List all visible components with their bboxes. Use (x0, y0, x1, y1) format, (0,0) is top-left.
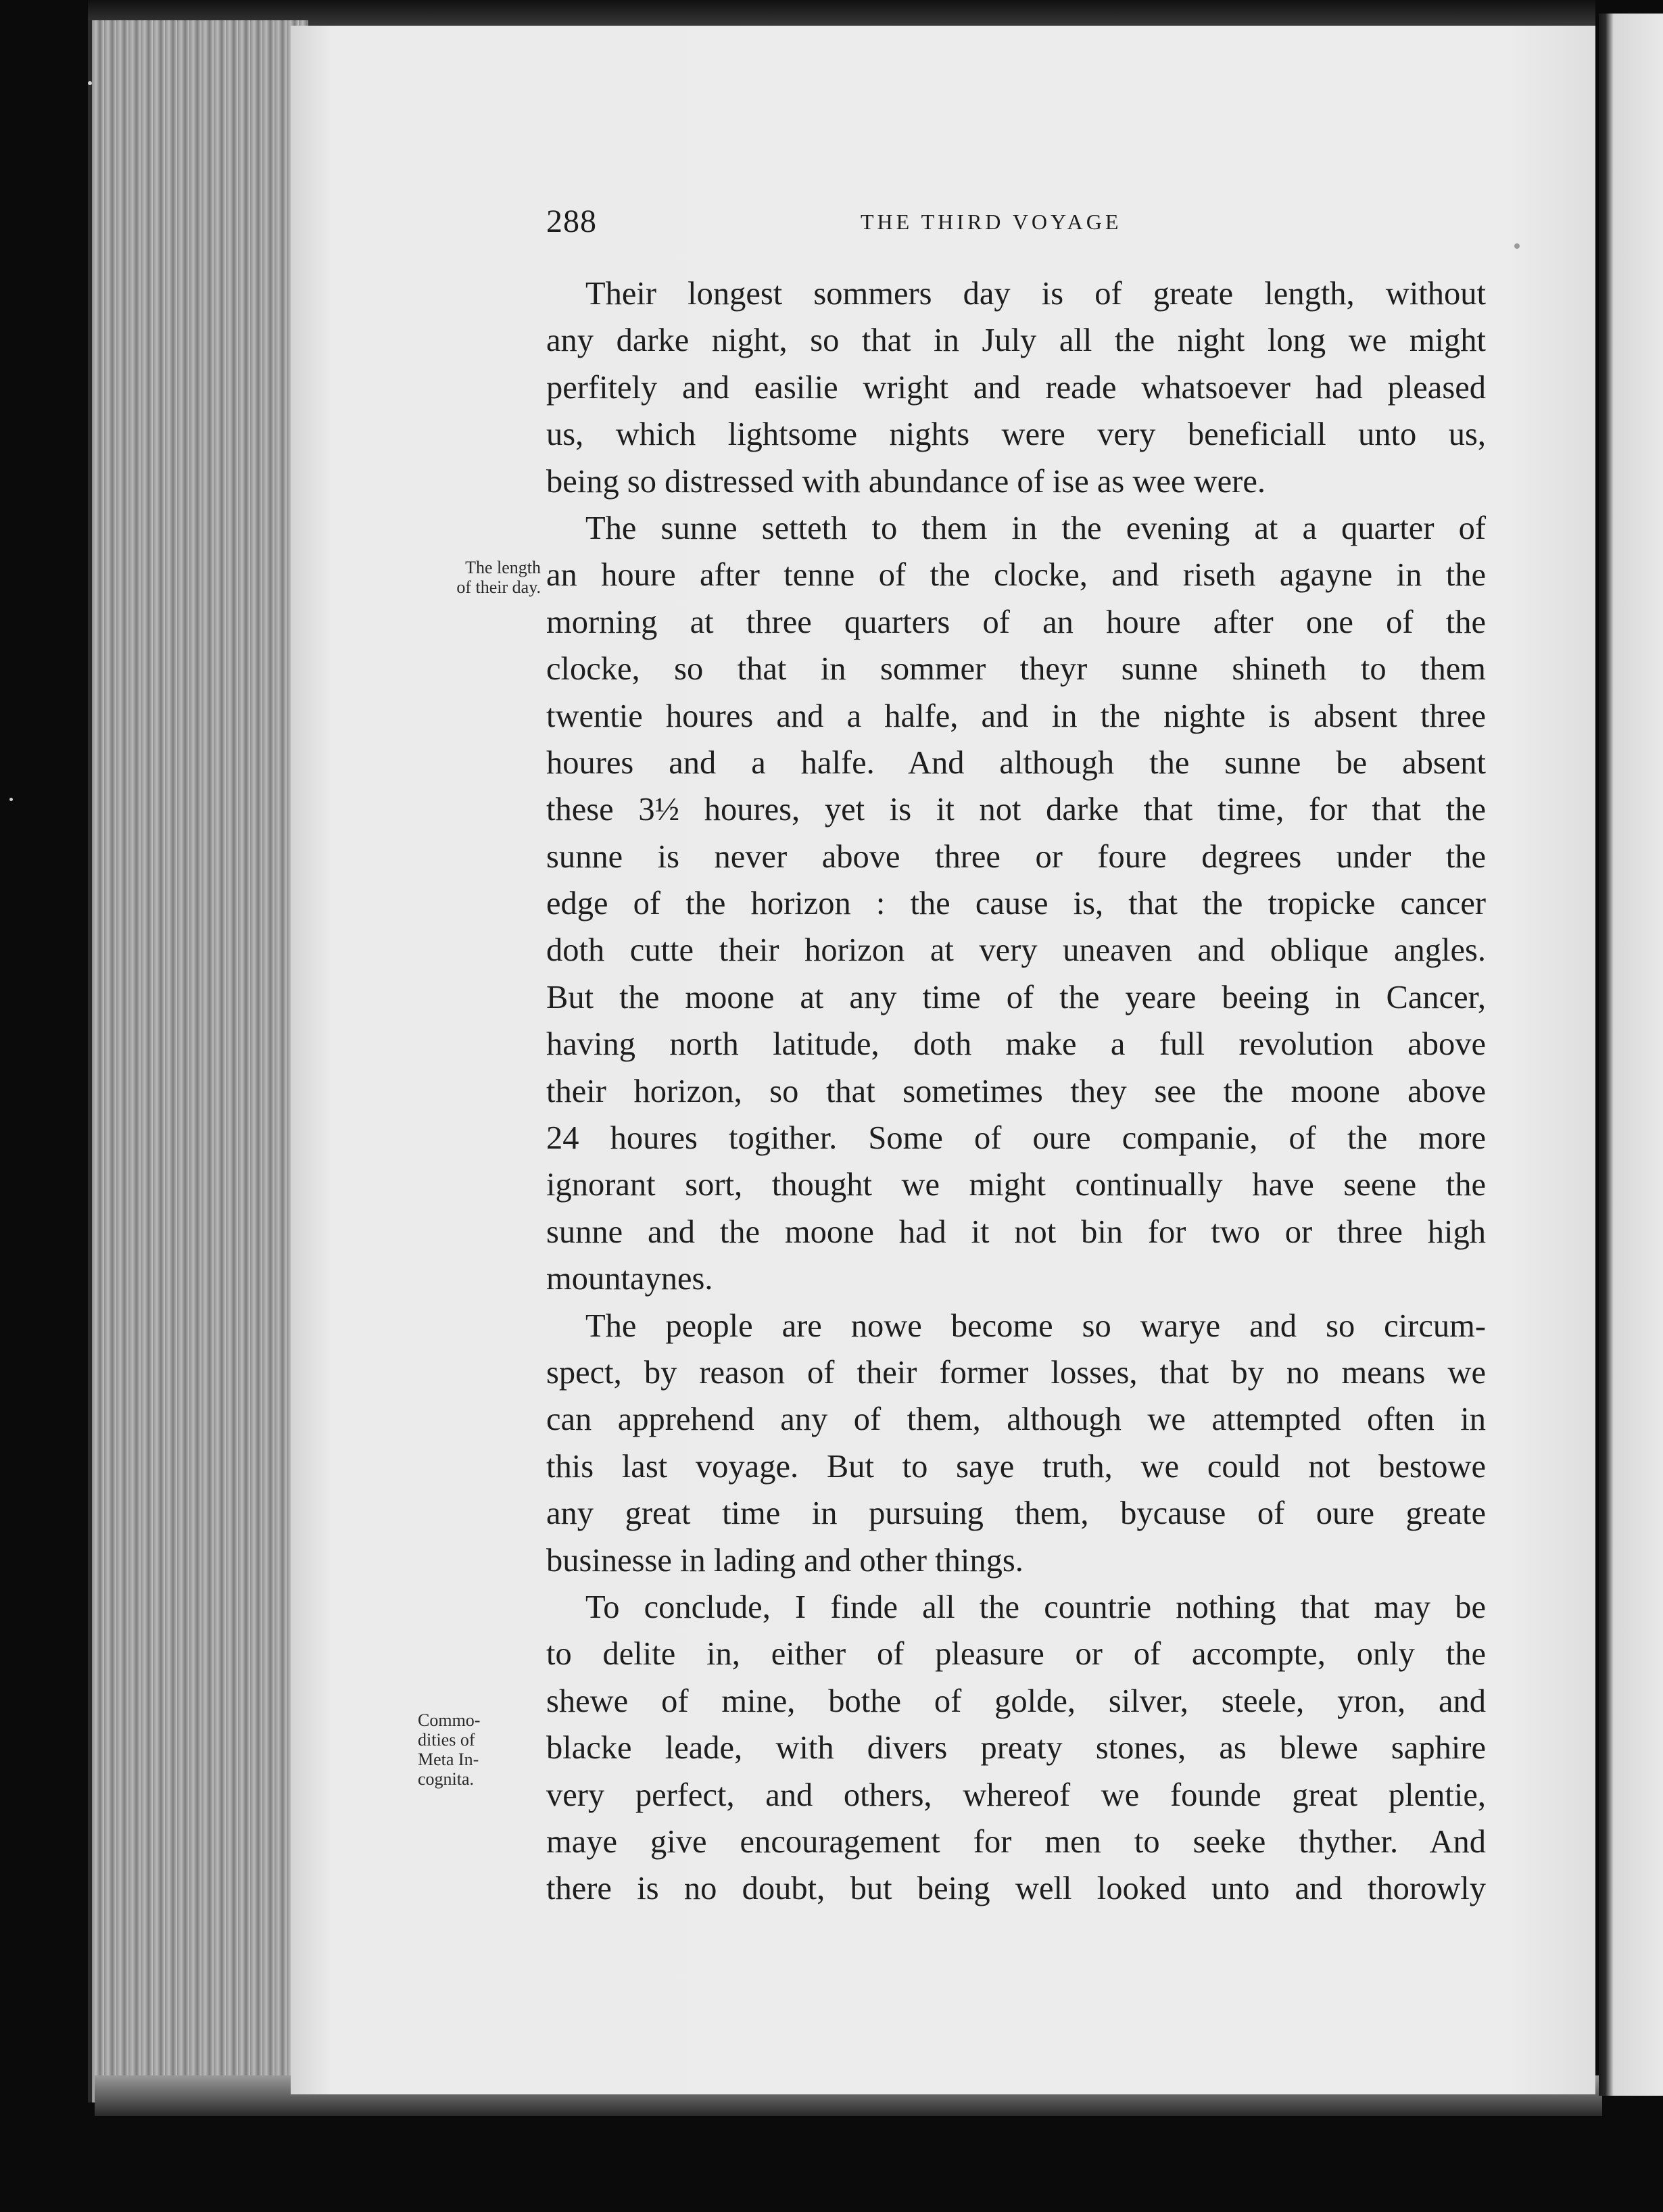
text-line: 24 houres togither. Some of oure companie, of the more (546, 1120, 1486, 1157)
text-line: sunne is never above three or foure degrees under the (546, 838, 1486, 875)
marginal-note-line: Meta In- (418, 1750, 479, 1769)
marginal-note-length-of-day (412, 558, 541, 597)
text-line: having north latitude, doth make a full revolution above (546, 1026, 1486, 1063)
text-line: The sunne setteth to them in the evening at a quarter of (585, 510, 1486, 546)
text-line: us, which lightsome nights were very beneficiall unto us, (546, 416, 1486, 453)
marginal-note-line: The length (465, 558, 541, 577)
text-line: can apprehend any of them, although we attempted often in (546, 1401, 1486, 1438)
text-line: mountaynes. (546, 1261, 713, 1297)
text-line: To conclude, I finde all the countrie nothing that may be (585, 1589, 1486, 1625)
text-line: to delite in, either of pleasure or of accompte, only the (546, 1636, 1486, 1673)
marginal-note-line: cognita. (418, 1769, 475, 1789)
text-line: spect, by reason of their former losses, that by no means we (546, 1354, 1486, 1391)
text-line: But the moone at any time of the yeare beeing in Cancer, (546, 979, 1486, 1015)
text-line: edge of the horizon : the cause is, that the tropicke cancer (546, 886, 1486, 922)
text-line: businesse in lading and other things. (546, 1542, 1023, 1579)
book-top-edge (88, 0, 1595, 27)
page-number: 288 (546, 203, 597, 239)
marginal-note-line: Commo- (418, 1710, 481, 1730)
text-line: maye give encouragement for men to seeke thyther. And (546, 1823, 1486, 1860)
scan-speck (88, 81, 92, 85)
text-line: an houre after tenne of the clocke, and riseth agayne in the (546, 557, 1486, 594)
marginal-note-line: dities of (418, 1730, 475, 1750)
text-line: there is no doubt, but being well looked unto and thorowly (546, 1871, 1486, 1907)
body-text (546, 270, 1486, 1913)
text-line: blacke leade, with divers preaty stones, as blewe saphire (546, 1730, 1486, 1766)
text-line: their horizon, so that sometimes they see the moone above (546, 1073, 1486, 1109)
text-line: being so distressed with abundance of ise as wee were. (546, 463, 1266, 500)
text-line: perfitely and easilie wright and reade whatsoever had pleased (546, 369, 1486, 406)
text-line: clocke, so that in sommer theyr sunne shineth to them (546, 651, 1486, 688)
text-line: this last voyage. But to saye truth, we could not bestowe (546, 1448, 1486, 1485)
text-line: any great time in pursuing them, bycause of oure greate (546, 1495, 1486, 1532)
text-line: morning at three quarters of an houre after one of the (546, 604, 1486, 640)
marginal-note-line: of their day. (456, 577, 541, 597)
text-line: doth cutte their horizon at very uneaven and oblique angles. (546, 932, 1486, 969)
text-line: ignorant sort, thought we might continually have seene the (546, 1167, 1486, 1203)
text-line: sunne and the moone had it not bin for two or three high (546, 1213, 1486, 1250)
book-page-edges (88, 20, 308, 2102)
running-head: THE THIRD VOYAGE (861, 210, 1122, 234)
text-line: shewe of mine, bothe of golde, silver, steele, yron, and (546, 1683, 1486, 1719)
text-line: Their longest sommers day is of greate length, without (585, 276, 1486, 312)
text-line: very perfect, and others, whereof we founde great plentie, (546, 1777, 1486, 1813)
text-line: The people are nowe become so warye and so circum- (585, 1307, 1486, 1344)
page-header (546, 203, 1486, 243)
scan-speck (9, 798, 13, 801)
marginal-note-commodities (418, 1710, 519, 1789)
facing-page-edge (1599, 14, 1663, 2096)
scan-speck (1514, 243, 1520, 249)
text-line: twentie houres and a halfe, and in the nighte is absent three (546, 698, 1486, 734)
text-line: houres and a halfe. And although the sunne be absent (546, 744, 1486, 781)
text-line: any darke night, so that in July all the night long we might (546, 322, 1486, 359)
text-line: these 3½ houres, yet is it not darke that time, for that the (546, 792, 1486, 828)
